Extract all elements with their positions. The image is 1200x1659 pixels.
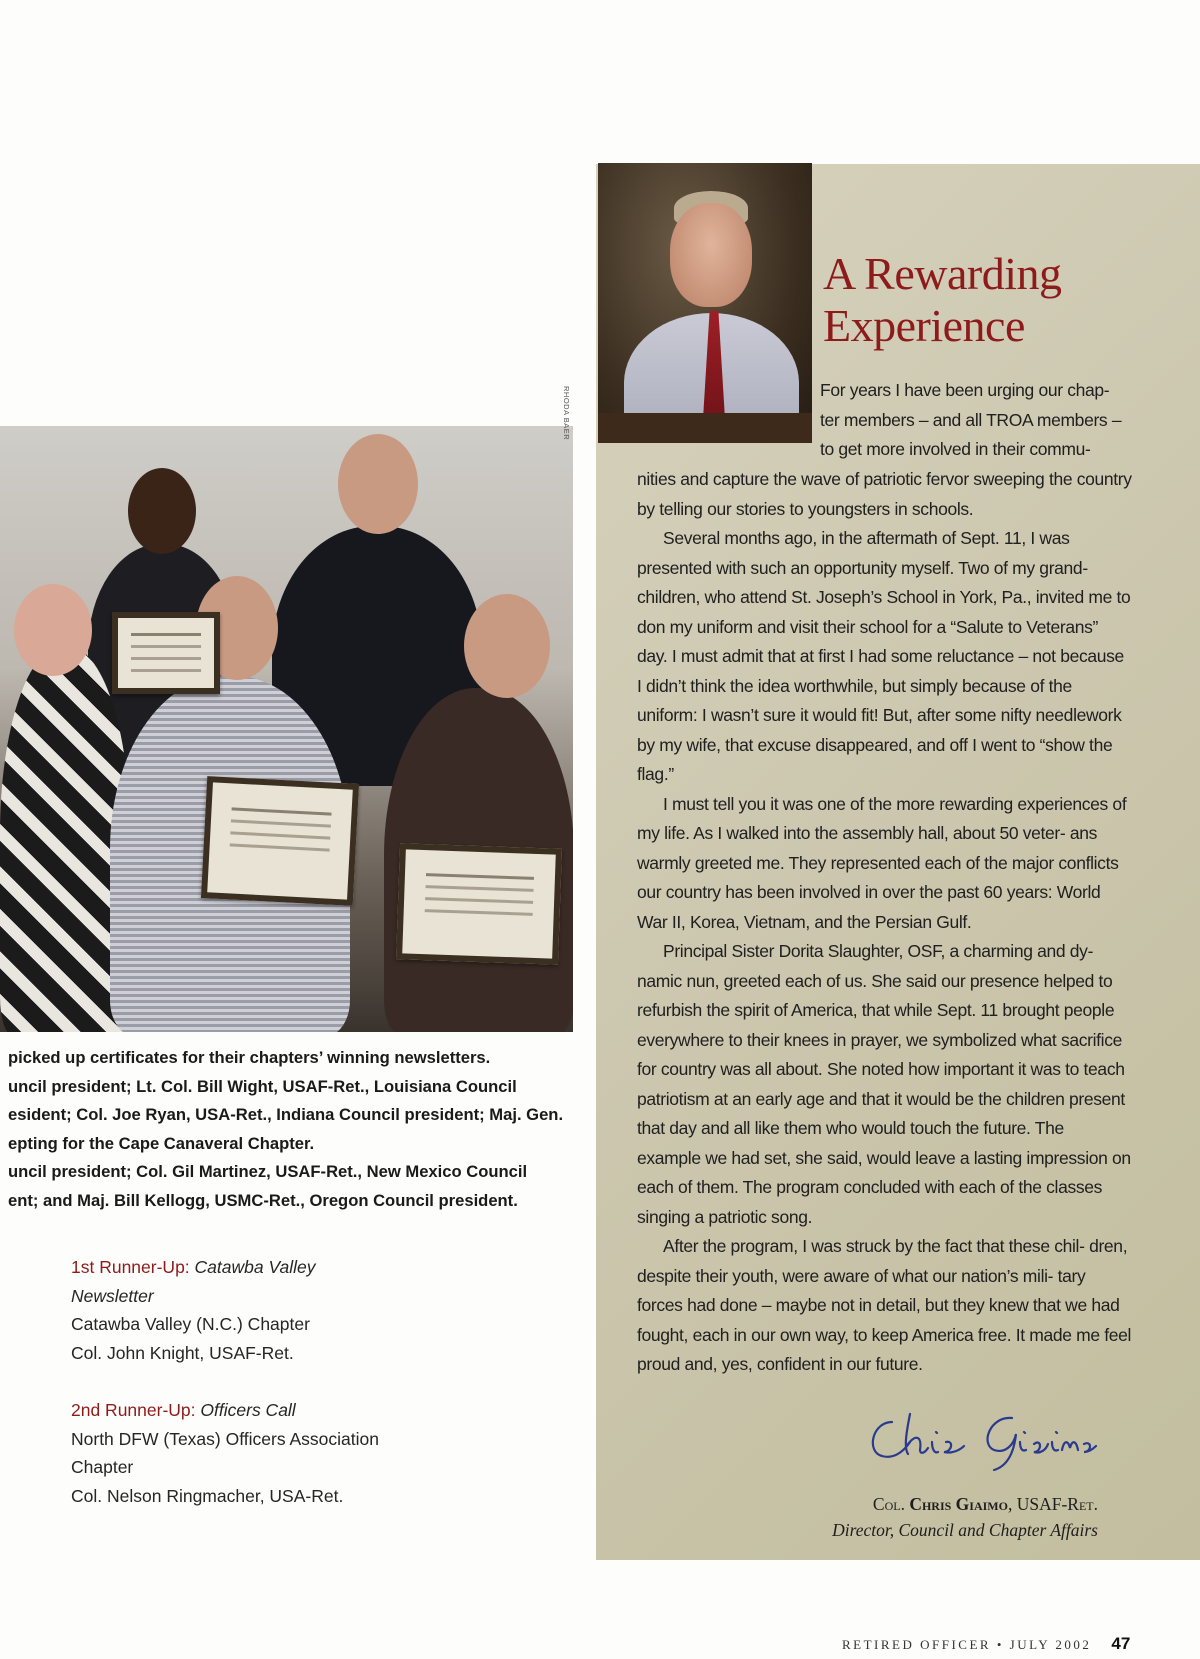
runner-up-2 <box>71 1396 391 1510</box>
portrait-desk <box>598 413 812 443</box>
chapter-name: Catawba Valley (N.C.) Chapter <box>71 1314 310 1334</box>
photo-credit: RHODA BAER <box>562 386 571 441</box>
caption-line: ent; and Maj. Bill Kellogg, USMC-Ret., Oregon Council president. <box>8 1190 518 1210</box>
person-head <box>128 468 196 554</box>
person-head <box>14 584 92 676</box>
paragraph: Several months ago, in the aftermath of Sept. 11, I was presented with such an opportunity myself. Two of my grand- children, who attend St. Joseph’s School in York, Pa., invited me to don my uniform and visit their school for a “Salute to Veterans” day. I must admit that at first I had some reluctance – not because I didn’t think the idea worthwhile, but simply because of the uniform: I wasn’t sure it would fit! But, after some nifty needlework by my wife, that excuse disappeared, and off I went to “show the flag.” <box>637 528 1131 784</box>
person-head <box>464 594 550 698</box>
photo-caption <box>0 1044 568 1215</box>
caption-line: uncil president; Lt. Col. Bill Wight, USAF-Ret., Louisiana Council <box>8 1076 517 1096</box>
certificate <box>201 776 359 906</box>
title-line: Experience <box>823 300 1025 351</box>
article-intro: For years I have been urging our chap- ter members – and all TROA members – to get more involved in their commu- <box>820 380 1122 459</box>
article-title <box>823 248 1062 352</box>
caption-line: picked up certificates for their chapters’ winning newsletters. <box>8 1048 491 1067</box>
person-head <box>338 434 418 534</box>
newsletter-title: Catawba Valley Newsletter <box>71 1257 316 1306</box>
chapter-name: North DFW (Texas) Officers Association Chapter <box>71 1428 379 1477</box>
group-photo <box>0 426 573 1032</box>
publication-info: RETIRED OFFICER • JULY 2002 <box>842 1637 1092 1652</box>
article-body <box>637 465 1132 1380</box>
page-number: 47 <box>1111 1634 1131 1653</box>
editor-name: Col. Nelson Ringmacher, USA-Ret. <box>71 1485 344 1506</box>
author-title: Director, Council and Chapter Affairs <box>832 1520 1098 1540</box>
author-name: Chris Giaimo <box>909 1494 1008 1514</box>
page-footer <box>842 1634 1130 1654</box>
author-rank: Col. <box>872 1494 905 1514</box>
runner-up-label: 1st Runner-Up: <box>71 1257 190 1277</box>
author-service: , USAF-Ret. <box>1007 1494 1098 1514</box>
runner-up-1 <box>71 1253 511 1367</box>
caption-line: epting for the Cape Canaveral Chapter. <box>8 1133 315 1153</box>
title-line: A Rewarding <box>823 248 1062 299</box>
certificate <box>396 843 562 965</box>
certificate <box>112 612 220 694</box>
newsletter-title: Officers Call <box>200 1400 296 1420</box>
paragraph: Principal Sister Dorita Slaughter, OSF, a charming and dy- namic nun, greeted each of us. She said our presence helped to refurbish the spirit of America, that while Sept. 11 brought people everywhere to their knees in prayer, we symbolized what sacrifice for country was all about. She noted how important it was to teach patriotism at an early age and that it would be the children present that day and all like them who would touch the future. The example we had set, she said, would leave a lasting impression on each of them. The program concluded with each of the classes singing a patriotic song. <box>637 941 1131 1227</box>
paragraph: nities and capture the wave of patriotic fervor sweeping the country by telling our stories to youngsters in schools. <box>637 469 1132 519</box>
author-signature <box>862 1404 1100 1474</box>
author-portrait <box>598 163 812 443</box>
editor-name: Col. John Knight, USAF-Ret. <box>71 1342 294 1363</box>
caption-line: uncil president; Col. Gil Martinez, USAF-Ret., New Mexico Council <box>8 1162 528 1181</box>
portrait-face <box>670 203 752 307</box>
paragraph: After the program, I was struck by the fact that these chil- dren, despite their youth, were aware of what our nation’s mili- tary forces had done – maybe not in detail, but they knew that we had fought, each in our own way, to keep America free. It made me feel proud and, yes, confident in our future. <box>637 1236 1132 1374</box>
caption-line: esident; Col. Joe Ryan, USA-Ret., Indiana Council president; Maj. Gen. <box>8 1105 564 1124</box>
paragraph: I must tell you it was one of the more rewarding experiences of my life. As I walked into the assembly hall, about 50 veter- ans warmly greeted me. They represented each of the major conflicts our country has been involved in over the past 60 years: World War II, Korea, Vietnam, and the Persian Gulf. <box>637 793 1127 932</box>
runner-up-label: 2nd Runner-Up: <box>71 1400 196 1420</box>
author-name-line <box>790 1491 1098 1517</box>
